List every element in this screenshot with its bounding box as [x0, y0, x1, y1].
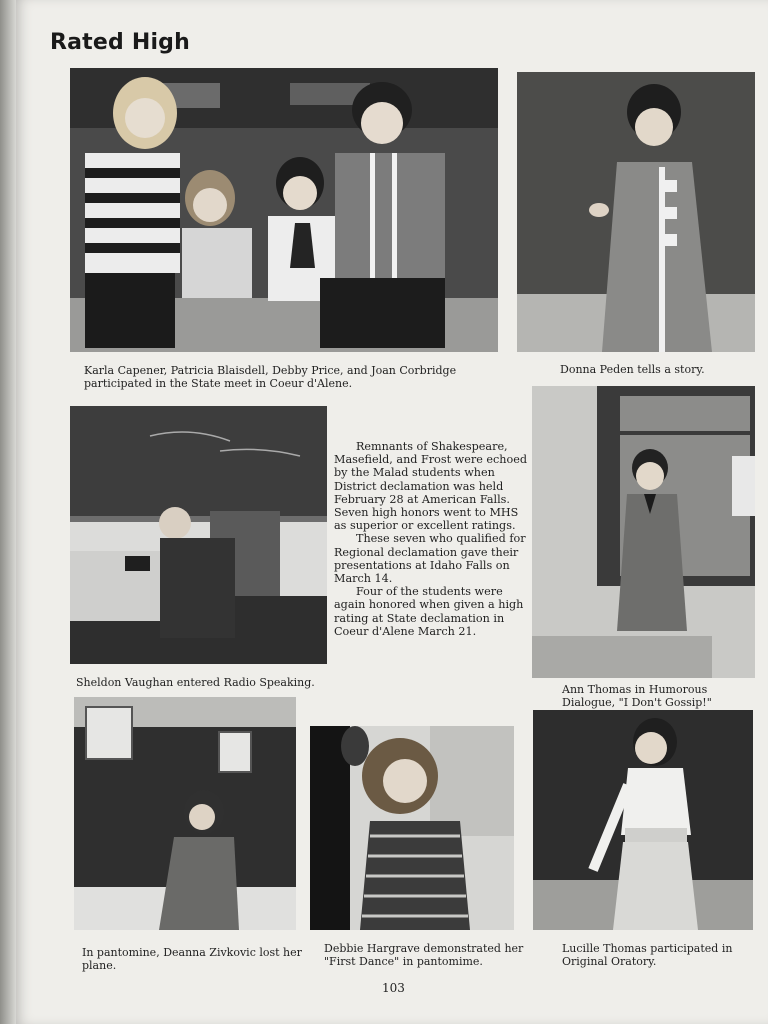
caption-deanna: In pantomine, Deanna Zivkovic lost her plane. [82, 946, 302, 972]
page-title: Rated High [50, 30, 190, 55]
caption-sheldon: Sheldon Vaughan entered Radio Speaking. [76, 676, 315, 689]
photo-ann-thomas [532, 386, 755, 678]
article-paragraph: Remnants of Shakespeare, Masefield, and Frost were echoed by the Malad students when District declamation was held February 28 at American Falls. Seven high honors went to MHS as superior or excellent ratings. [334, 440, 527, 533]
article-paragraph: Four of the students were again honored when given a high rating at State declamation in Coeur d'Alene March 21. [334, 585, 524, 638]
article-text [334, 440, 530, 638]
article-paragraph: These seven who qualified for Regional declamation gave their presentations at Idaho Falls on March 14. [334, 532, 526, 586]
photo-deanna-zivkovic [74, 697, 296, 930]
page-number: 103 [382, 981, 405, 995]
caption-donna: Donna Peden tells a story. [560, 363, 705, 376]
photo-debbie-hargrave [310, 726, 514, 930]
caption-state-meet: Karla Capener, Patricia Blaisdell, Debby Price, and Joan Corbridge participated in the State meet in Coeur d'Alene. [84, 364, 457, 390]
photo-donna-peden [517, 72, 755, 352]
book-binding [0, 0, 16, 1024]
photo-state-meet-group [70, 68, 498, 352]
caption-lucille: Lucille Thomas participated in Original Oratory. [562, 942, 733, 968]
photo-lucille-thomas [533, 710, 753, 930]
caption-debbie: Debbie Hargrave demonstrated her "First Dance" in pantomime. [324, 942, 524, 968]
photo-sheldon-vaughan [70, 406, 327, 664]
caption-ann: Ann Thomas in Humorous Dialogue, "I Don't Gossip!" [562, 683, 712, 709]
